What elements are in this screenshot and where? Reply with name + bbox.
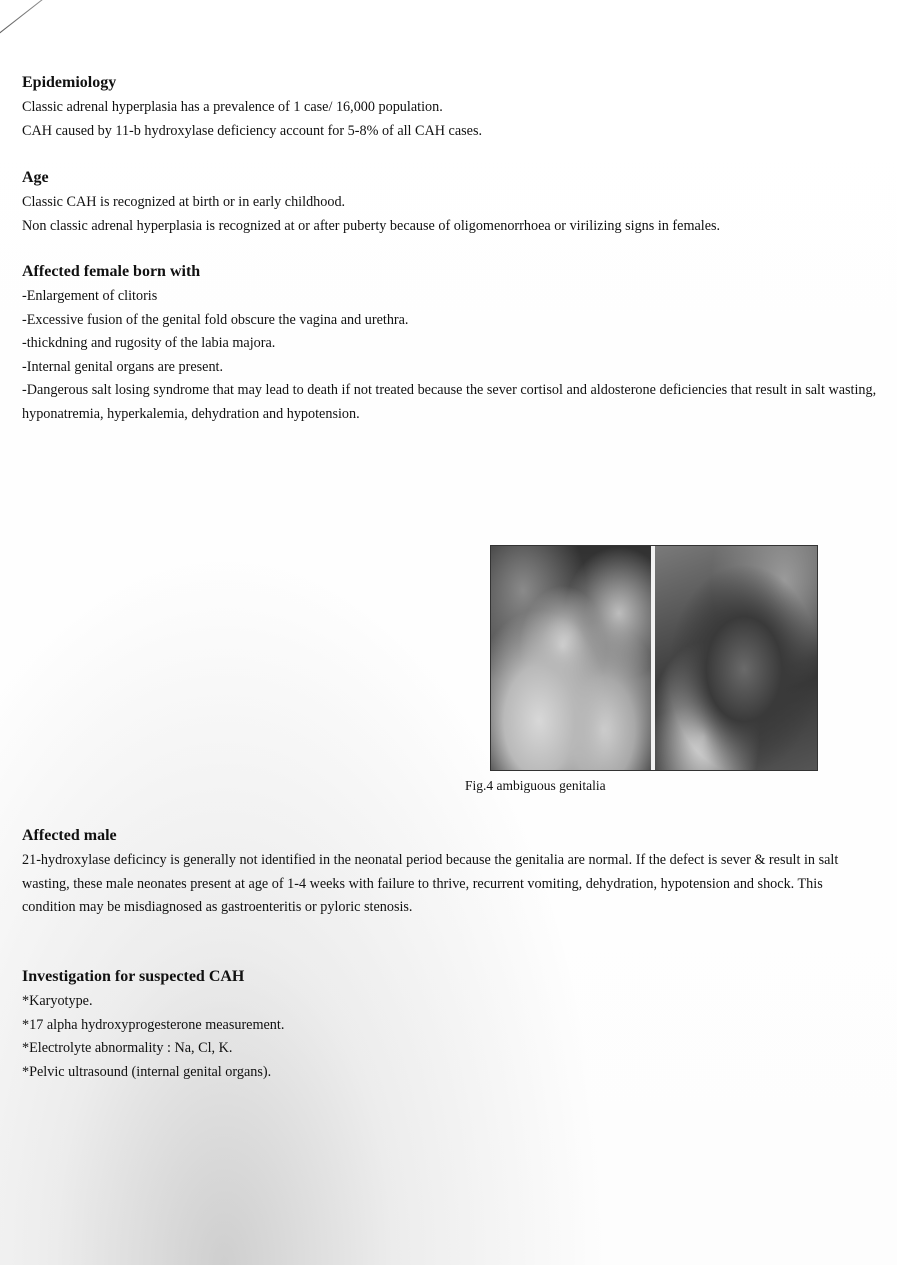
paragraph-affected-male: 21-hydroxylase deficincy is generally not identified in the neonatal period because the genitalia are normal. If the defect is sever & result in salt wasting, these male neonates present at age of 1-4 weeks with failure to thrive, recurrent vomiting, dehydration, hypotension and shock. This condition may be misdiagnosed as gastroenteritis or pyloric stenosis. [22,852,839,915]
heading-investigation: Investigation for suspected CAH [22,968,245,985]
list-item: -Internal genital organs are present. [22,358,224,375]
list-item: -Dangerous salt losing syndrome that may lead to death if not treated because the sever cortisol and aldosterone deficiencies that result in salt wasting, hyponatremia, hyperkalemia, dehydration and hypotension. [22,382,877,422]
list-item: *Electrolyte abnormality : Na, Cl, K. [22,1040,233,1056]
text-line: Classic CAH is recognized at birth or in early childhood. [22,194,346,210]
heading-epidemiology: Epidemiology [22,74,117,91]
text-line: Non classic adrenal hyperplasia is recognized at or after puberty because of oligomenorrhoea or virilizing signs in females. [22,217,721,234]
section-affected-male [22,826,877,920]
text-line: Classic adrenal hyperplasia has a prevalence of 1 case/ 16,000 population. [22,99,443,115]
section-age [22,168,877,238]
list-item: *17 alpha hydroxyprogesterone measurement. [22,1016,285,1033]
text-line: CAH caused by 11-b hydroxylase deficiency account for 5-8% of all CAH cases. [22,122,483,139]
list-item: *Pelvic ultrasound (internal genital organs). [22,1063,272,1080]
list-item: *Karyotype. [22,993,93,1009]
photo-panel-right [655,546,817,770]
section-epidemiology [22,73,877,143]
figure-caption: Fig.4 ambiguous genitalia [465,778,606,793]
section-investigation [22,967,877,1084]
list-item: -thickdning and rugosity of the labia majora. [22,335,276,351]
photo-panel-left [491,546,651,770]
heading-age: Age [22,169,49,186]
figure-ambiguous-genitalia-photo [490,545,818,771]
list-item: -Enlargement of clitoris [22,288,158,304]
section-affected-female [22,262,877,426]
heading-affected-female: Affected female born with [22,263,201,280]
heading-affected-male: Affected male [22,827,117,844]
list-item: -Excessive fusion of the genital fold obscure the vagina and urethra. [22,311,409,328]
